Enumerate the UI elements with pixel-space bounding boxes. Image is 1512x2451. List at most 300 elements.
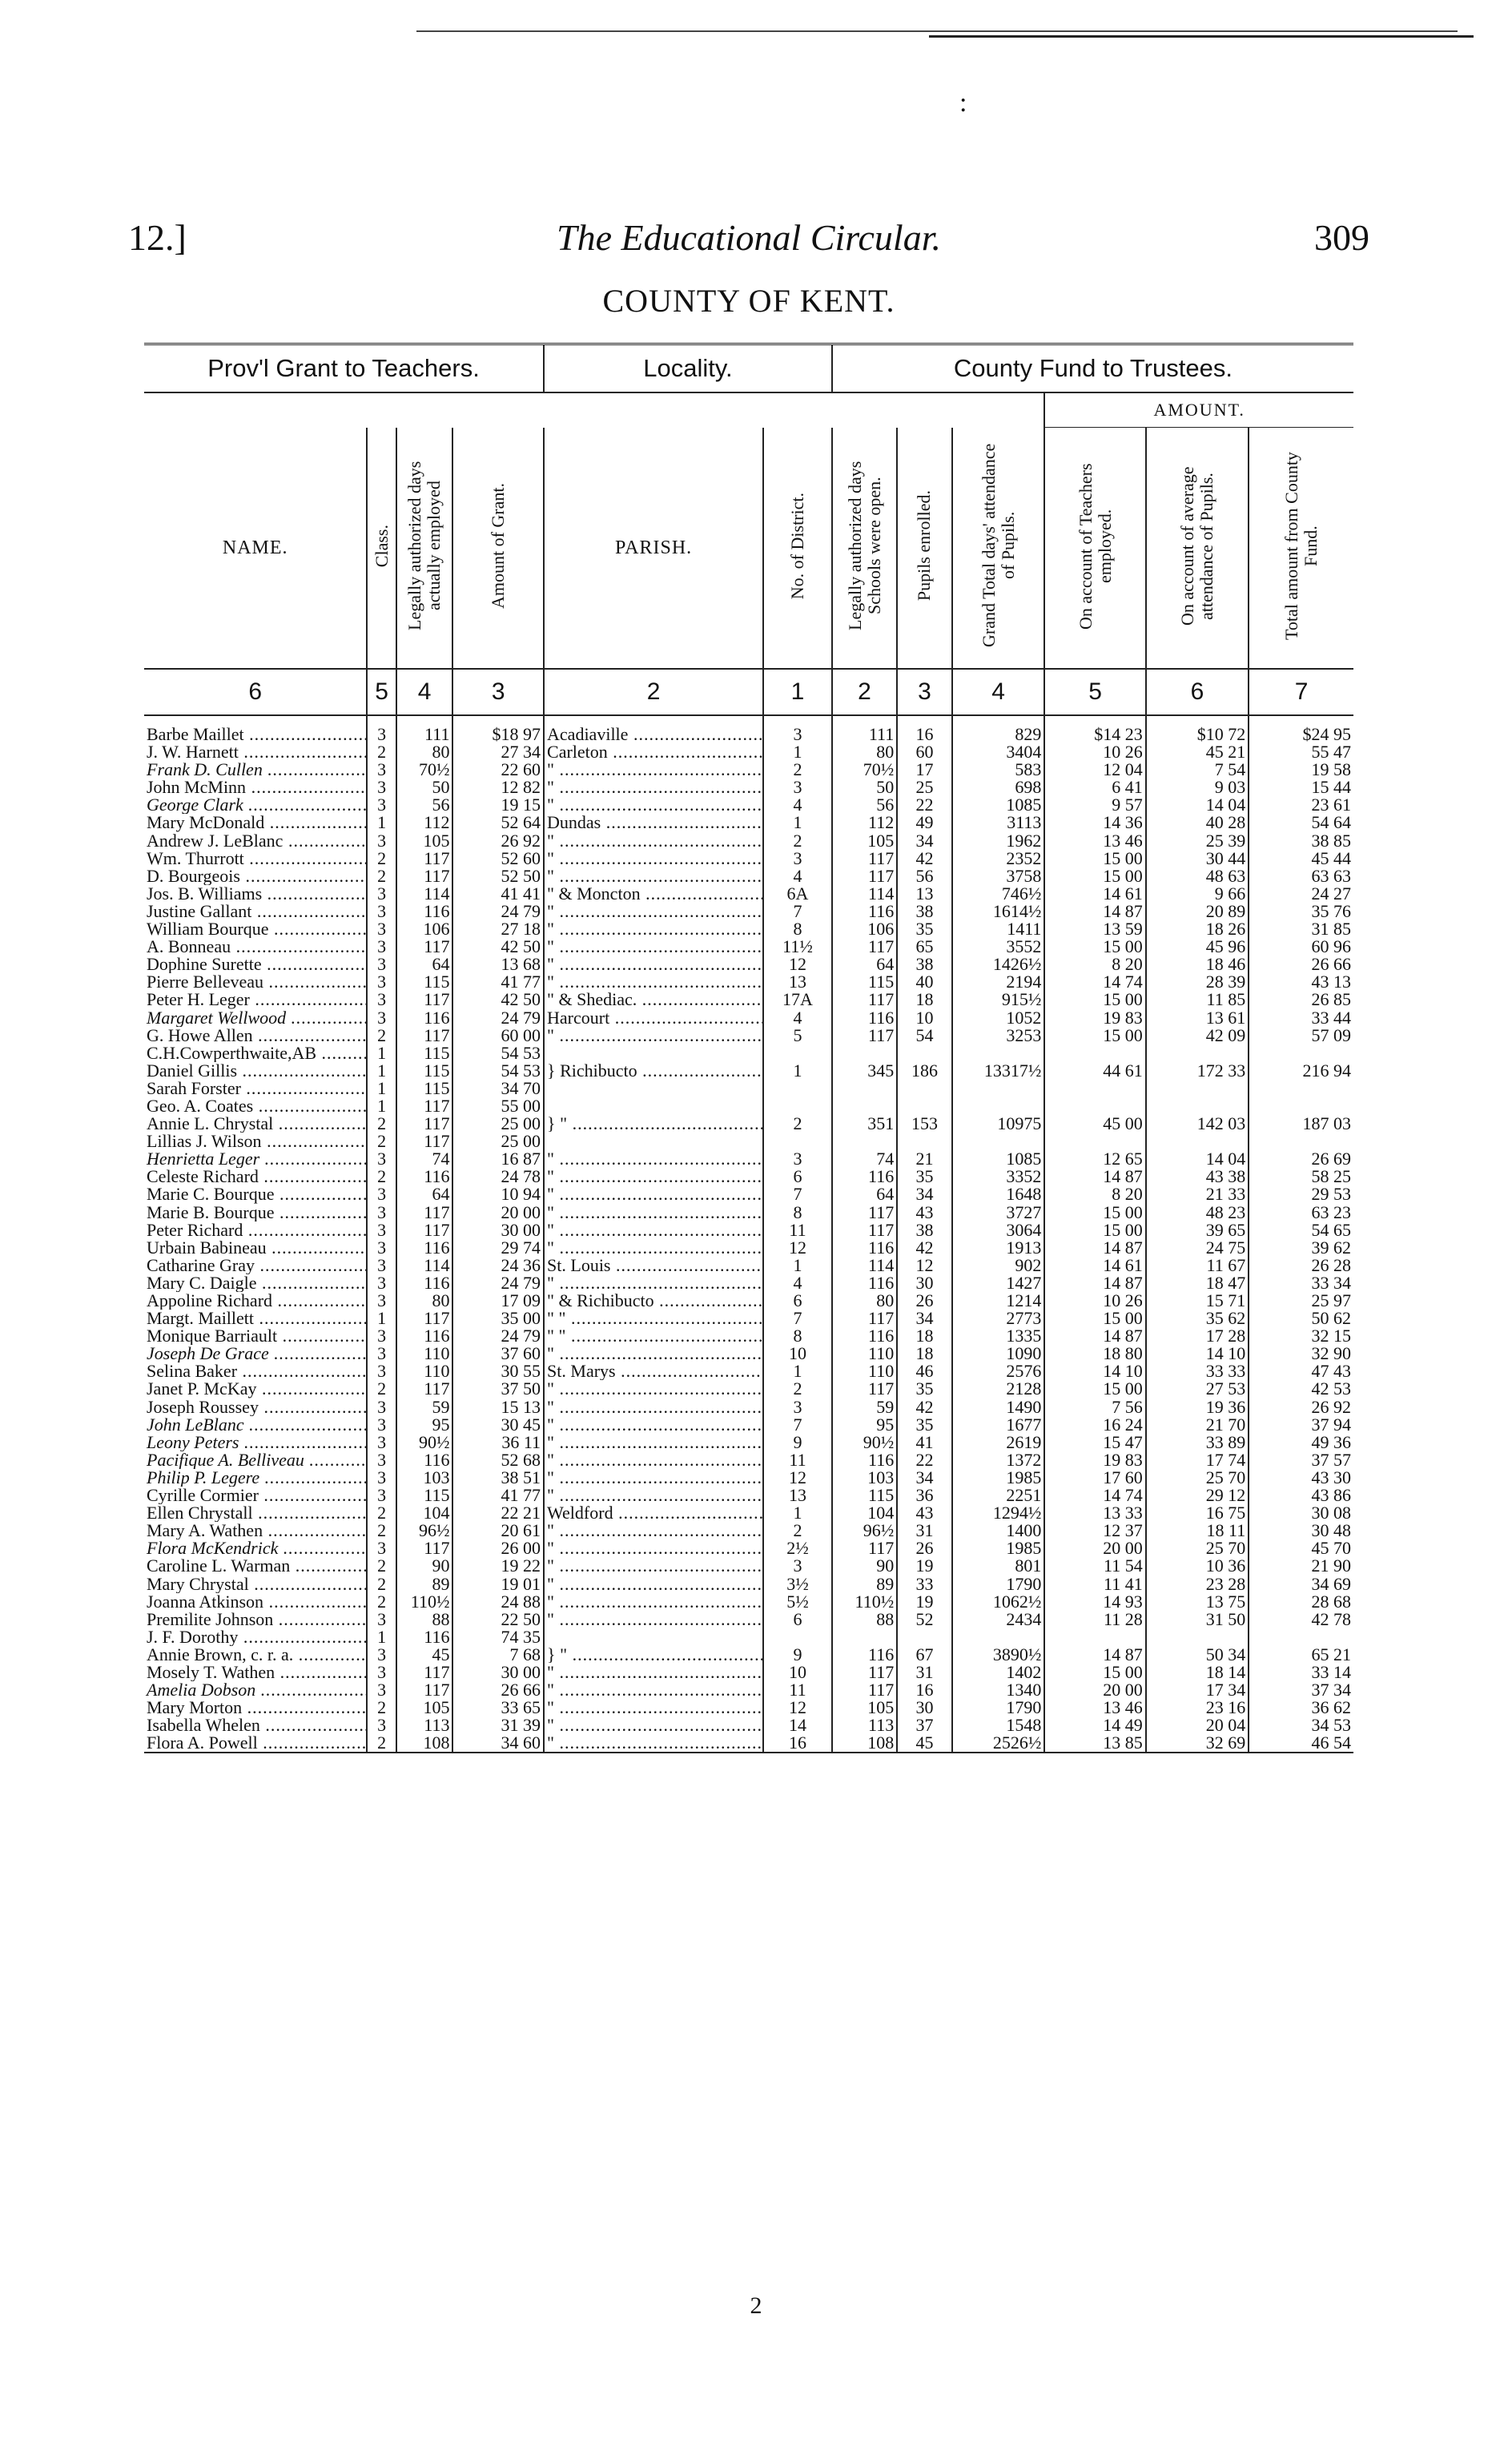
cell-district: 11½: [763, 938, 832, 956]
cell-days-open: [832, 1044, 897, 1062]
cell-name: Sarah Forster .....: [144, 1080, 367, 1097]
cell-days-open: [832, 1080, 897, 1097]
col-grant-num: 3: [452, 669, 544, 715]
cell-pupils: 60: [897, 743, 952, 761]
cell-class: 2: [367, 743, 396, 761]
cell-name: Wm. Thurrott .....: [144, 850, 367, 867]
cell-district: 12: [763, 1239, 832, 1257]
cell-district: 1: [763, 1062, 832, 1080]
cell-class: 1: [367, 1097, 396, 1115]
cell-total: 35 76: [1249, 903, 1353, 920]
cell-pupils: 37: [897, 1717, 952, 1734]
cell-total: 33 34: [1249, 1274, 1353, 1292]
cell-class: 3: [367, 1469, 396, 1487]
cell-teachers: 15 47: [1044, 1434, 1145, 1451]
cell-teachers: 14 87: [1044, 1646, 1145, 1664]
cell-class: 1: [367, 1044, 396, 1062]
cell-teachers: 8 20: [1044, 1185, 1145, 1203]
cell-grant: 24 36: [452, 1257, 544, 1274]
cell-class: 3: [367, 1292, 396, 1310]
cell-teachers: 16 24: [1044, 1416, 1145, 1434]
cell-parish: " .....: [544, 1168, 763, 1185]
cell-class: 2: [367, 1593, 396, 1611]
cell-name: Margaret Wellwood .....: [144, 1009, 367, 1027]
cell-grant: 29 74: [452, 1239, 544, 1257]
cell-grant: 19 01: [452, 1576, 544, 1593]
cell-teachers: 45 00: [1044, 1115, 1145, 1133]
cell-parish: } " .....: [544, 1115, 763, 1133]
cell-teachers: [1044, 1628, 1145, 1646]
cell-parish: [544, 1080, 763, 1097]
cell-parish: Harcourt .....: [544, 1009, 763, 1027]
cell-grant: 26 92: [452, 832, 544, 850]
cell-pupils: 186: [897, 1062, 952, 1080]
cell-total: 42 53: [1249, 1380, 1353, 1398]
cell-grant: 37 60: [452, 1345, 544, 1362]
cell-days-employed: 116: [396, 1274, 453, 1292]
cell-class: 2: [367, 1557, 396, 1575]
cell-name: John LeBlanc .....: [144, 1416, 367, 1434]
cell-avg: 11 85: [1146, 991, 1249, 1008]
cell-pupils: 30: [897, 1274, 952, 1292]
col-class-label: Class.: [367, 428, 396, 670]
cell-parish: [544, 1097, 763, 1115]
cell-days-open: 64: [832, 1185, 897, 1203]
cell-total: 46 54: [1249, 1734, 1353, 1753]
cell-avg: 14 04: [1146, 796, 1249, 814]
cell-district: 5: [763, 1027, 832, 1044]
cell-pupils: 65: [897, 938, 952, 956]
cell-avg: 10 36: [1146, 1557, 1249, 1575]
col-avg-num: 6: [1146, 669, 1249, 715]
cell-district: 7: [763, 903, 832, 920]
cell-pupils: 34: [897, 1310, 952, 1327]
cell-district: 4: [763, 867, 832, 885]
cell-days-employed: 116: [396, 1628, 453, 1646]
cell-parish: " .....: [544, 1204, 763, 1221]
table-row: [144, 1487, 1353, 1504]
cell-parish: " .....: [544, 779, 763, 796]
cell-pupils: 33: [897, 1576, 952, 1593]
cell-attendance: 902: [952, 1257, 1045, 1274]
cell-days-employed: 103: [396, 1469, 453, 1487]
cell-total: 55 47: [1249, 743, 1353, 761]
table-row: [144, 796, 1353, 814]
cell-attendance: 2773: [952, 1310, 1045, 1327]
cell-avg: 28 39: [1146, 973, 1249, 991]
cell-total: 26 66: [1249, 956, 1353, 973]
col-district-num: 1: [763, 669, 832, 715]
cell-class: 2: [367, 867, 396, 885]
cell-pupils: [897, 1628, 952, 1646]
cell-district: 12: [763, 1699, 832, 1717]
cell-class: 3: [367, 715, 396, 743]
cell-days-open: 117: [832, 850, 897, 867]
col-days-open-num: 2: [832, 669, 897, 715]
cell-name: Jos. B. Williams .....: [144, 885, 367, 903]
cell-days-employed: 106: [396, 920, 453, 938]
cell-total: 24 27: [1249, 885, 1353, 903]
table-row: [144, 832, 1353, 850]
cell-name: Annie Brown, c. r. a. .....: [144, 1646, 367, 1664]
cell-avg: [1146, 1097, 1249, 1115]
cell-class: 1: [367, 814, 396, 831]
col-pupils-num: 3: [897, 669, 952, 715]
cell-grant: 30 00: [452, 1221, 544, 1239]
cell-days-employed: 90½: [396, 1434, 453, 1451]
cell-total: [1249, 1080, 1353, 1097]
cell-days-employed: 117: [396, 1027, 453, 1044]
cell-district: 8: [763, 1327, 832, 1345]
cell-class: 3: [367, 1664, 396, 1681]
cell-teachers: [1044, 1080, 1145, 1097]
cell-attendance: [952, 1044, 1045, 1062]
cell-parish: " .....: [544, 1593, 763, 1611]
cell-days-open: 74: [832, 1150, 897, 1168]
cell-pupils: 34: [897, 832, 952, 850]
cell-attendance: 3552: [952, 938, 1045, 956]
cell-pupils: 49: [897, 814, 952, 831]
cell-name: Dophine Surette .....: [144, 956, 367, 973]
cell-parish: Acadiaville .....: [544, 715, 763, 743]
cell-avg: 25 70: [1146, 1469, 1249, 1487]
cell-days-open: 117: [832, 1221, 897, 1239]
cell-class: 1: [367, 1310, 396, 1327]
col-avg-label: On account of average attendance of Pupils.: [1146, 428, 1249, 670]
table-row: [144, 1646, 1353, 1664]
cell-attendance: 3352: [952, 1168, 1045, 1185]
cell-name: Daniel Gillis .....: [144, 1062, 367, 1080]
cell-days-open: 90: [832, 1557, 897, 1575]
cell-teachers: 6 41: [1044, 779, 1145, 796]
table-row: [144, 885, 1353, 903]
cell-days-open: 117: [832, 1204, 897, 1221]
cell-attendance: 2526½: [952, 1734, 1045, 1753]
cell-days-employed: 117: [396, 991, 453, 1008]
cell-district: 2: [763, 1380, 832, 1398]
cell-days-employed: 117: [396, 1681, 453, 1699]
table-row: [144, 1451, 1353, 1469]
cell-class: 2: [367, 1504, 396, 1522]
cell-pupils: 56: [897, 867, 952, 885]
cell-teachers: 12 37: [1044, 1522, 1145, 1539]
cell-teachers: 14 61: [1044, 885, 1145, 903]
cell-class: 3: [367, 973, 396, 991]
cell-avg: 23 16: [1146, 1699, 1249, 1717]
cell-days-open: 116: [832, 1274, 897, 1292]
cell-total: 58 25: [1249, 1168, 1353, 1185]
cell-district: 2: [763, 1115, 832, 1133]
cell-grant: 54 53: [452, 1044, 544, 1062]
cell-attendance: 3404: [952, 743, 1045, 761]
cell-name: Flora A. Powell .....: [144, 1734, 367, 1753]
running-header: [128, 216, 1369, 264]
cell-grant: 26 66: [452, 1681, 544, 1699]
table-row: [144, 743, 1353, 761]
cell-teachers: 10 26: [1044, 743, 1145, 761]
cell-days-open: 105: [832, 1699, 897, 1717]
cell-class: 3: [367, 1646, 396, 1664]
cell-class: 3: [367, 1681, 396, 1699]
cell-days-employed: 96½: [396, 1522, 453, 1539]
cell-avg: 17 34: [1146, 1681, 1249, 1699]
cell-attendance: [952, 1080, 1045, 1097]
cell-class: 3: [367, 1239, 396, 1257]
cell-grant: 35 00: [452, 1310, 544, 1327]
cell-pupils: 52: [897, 1611, 952, 1628]
cell-parish: " .....: [544, 1734, 763, 1753]
cell-total: 216 94: [1249, 1062, 1353, 1080]
cell-attendance: 1090: [952, 1345, 1045, 1362]
cell-grant: 22 60: [452, 761, 544, 779]
cell-attendance: 1548: [952, 1717, 1045, 1734]
group-prov-grant: Prov'l Grant to Teachers.: [144, 344, 544, 393]
table-row: [144, 1664, 1353, 1681]
cell-days-employed: 117: [396, 1204, 453, 1221]
cell-name: Caroline L. Warman .....: [144, 1557, 367, 1575]
cell-total: 47 43: [1249, 1362, 1353, 1380]
cell-class: 3: [367, 1611, 396, 1628]
cell-days-open: 116: [832, 1646, 897, 1664]
table-row: [144, 1557, 1353, 1575]
cell-attendance: 1400: [952, 1522, 1045, 1539]
cell-pupils: 54: [897, 1027, 952, 1044]
cell-parish: " .....: [544, 1221, 763, 1239]
cell-teachers: 13 46: [1044, 832, 1145, 850]
cell-attendance: 3727: [952, 1204, 1045, 1221]
cell-district: 4: [763, 1009, 832, 1027]
cell-class: 1: [367, 1062, 396, 1080]
cell-class: 3: [367, 1416, 396, 1434]
top-mark: :: [959, 88, 967, 118]
cell-days-employed: 56: [396, 796, 453, 814]
cell-pupils: 35: [897, 1168, 952, 1185]
cell-attendance: 1335: [952, 1327, 1045, 1345]
cell-days-employed: 117: [396, 850, 453, 867]
col-teachers-label: On account of Teachers employed.: [1044, 428, 1145, 670]
cell-class: 3: [367, 1327, 396, 1345]
cell-parish: " .....: [544, 920, 763, 938]
cell-district: [763, 1133, 832, 1150]
cell-name: Amelia Dobson .....: [144, 1681, 367, 1699]
cell-parish: " .....: [544, 796, 763, 814]
cell-total: 43 13: [1249, 973, 1353, 991]
cell-class: 3: [367, 1221, 396, 1239]
cell-pupils: 46: [897, 1362, 952, 1380]
cell-avg: 42 09: [1146, 1027, 1249, 1044]
cell-class: 3: [367, 991, 396, 1008]
cell-name: Peter Richard .....: [144, 1221, 367, 1239]
cell-attendance: 13317½: [952, 1062, 1045, 1080]
cell-attendance: 698: [952, 779, 1045, 796]
cell-name: Geo. A. Coates .....: [144, 1097, 367, 1115]
cell-name: Joseph Roussey .....: [144, 1399, 367, 1416]
cell-parish: " .....: [544, 1434, 763, 1451]
cell-district: 13: [763, 1487, 832, 1504]
cell-teachers: 14 36: [1044, 814, 1145, 831]
cell-class: 3: [367, 1274, 396, 1292]
cell-total: 33 44: [1249, 1009, 1353, 1027]
cell-days-employed: 110½: [396, 1593, 453, 1611]
cell-grant: 10 94: [452, 1185, 544, 1203]
cell-avg: 14 10: [1146, 1345, 1249, 1362]
col-name-label: NAME.: [144, 428, 367, 670]
cell-attendance: 801: [952, 1557, 1045, 1575]
cell-pupils: 42: [897, 1239, 952, 1257]
amount-header-row: [144, 392, 1353, 428]
cell-avg: 40 28: [1146, 814, 1249, 831]
cell-attendance: 1214: [952, 1292, 1045, 1310]
cell-days-employed: 80: [396, 743, 453, 761]
cell-grant: 60 00: [452, 1027, 544, 1044]
cell-pupils: 42: [897, 850, 952, 867]
cell-teachers: 15 00: [1044, 850, 1145, 867]
cell-grant: 22 50: [452, 1611, 544, 1628]
cell-pupils: 31: [897, 1522, 952, 1539]
cell-days-employed: 115: [396, 973, 453, 991]
cell-total: 37 57: [1249, 1451, 1353, 1469]
cell-name: Celeste Richard .....: [144, 1168, 367, 1185]
cell-teachers: 13 85: [1044, 1734, 1145, 1753]
cell-parish: " .....: [544, 867, 763, 885]
cell-days-open: 115: [832, 973, 897, 991]
group-county-fund: County Fund to Trustees.: [832, 344, 1353, 393]
cell-name: Appoline Richard .....: [144, 1292, 367, 1310]
cell-teachers: 15 00: [1044, 991, 1145, 1008]
cell-district: 11: [763, 1221, 832, 1239]
cell-total: 19 58: [1249, 761, 1353, 779]
cell-teachers: 14 87: [1044, 1239, 1145, 1257]
cell-pupils: 38: [897, 903, 952, 920]
cell-avg: 29 12: [1146, 1487, 1249, 1504]
cell-pupils: 38: [897, 956, 952, 973]
cell-attendance: 915½: [952, 991, 1045, 1008]
cell-district: 13: [763, 973, 832, 991]
cell-parish: " .....: [544, 1416, 763, 1434]
cell-avg: 43 38: [1146, 1168, 1249, 1185]
column-label-row: [144, 428, 1353, 670]
cell-pupils: 34: [897, 1185, 952, 1203]
cell-days-open: [832, 1097, 897, 1115]
cell-district: 12: [763, 956, 832, 973]
cell-parish: " .....: [544, 1185, 763, 1203]
table-row: [144, 1133, 1353, 1150]
cell-total: 29 53: [1249, 1185, 1353, 1203]
cell-grant: 52 68: [452, 1451, 544, 1469]
cell-name: Selina Baker .....: [144, 1362, 367, 1380]
cell-pupils: 67: [897, 1646, 952, 1664]
cell-pupils: 18: [897, 1345, 952, 1362]
cell-teachers: 19 83: [1044, 1451, 1145, 1469]
table-row: [144, 1168, 1353, 1185]
cell-total: 23 61: [1249, 796, 1353, 814]
cell-teachers: 15 00: [1044, 938, 1145, 956]
table-row: [144, 1239, 1353, 1257]
col-days-employed-label: Legally authorized days actually employed: [396, 428, 453, 670]
cell-name: Henrietta Leger .....: [144, 1150, 367, 1168]
table-row: [144, 1416, 1353, 1434]
cell-grant: 74 35: [452, 1628, 544, 1646]
cell-days-employed: 110: [396, 1345, 453, 1362]
table-row: [144, 850, 1353, 867]
cell-parish: " & Richibucto .....: [544, 1292, 763, 1310]
cell-grant: 24 78: [452, 1168, 544, 1185]
cell-class: 3: [367, 1434, 396, 1451]
cell-parish: " & Shediac. .....: [544, 991, 763, 1008]
cell-pupils: 35: [897, 920, 952, 938]
cell-class: 3: [367, 903, 396, 920]
cell-grant: 7 68: [452, 1646, 544, 1664]
cell-avg: [1146, 1133, 1249, 1150]
cell-avg: 23 28: [1146, 1576, 1249, 1593]
cell-days-open: 117: [832, 1539, 897, 1557]
cell-days-employed: 117: [396, 1664, 453, 1681]
cell-grant: 16 87: [452, 1150, 544, 1168]
cell-days-open: 112: [832, 814, 897, 831]
cell-pupils: 38: [897, 1221, 952, 1239]
cell-total: 32 15: [1249, 1327, 1353, 1345]
cell-attendance: 1062½: [952, 1593, 1045, 1611]
cell-attendance: 1052: [952, 1009, 1045, 1027]
cell-pupils: 17: [897, 761, 952, 779]
cell-parish: " .....: [544, 1611, 763, 1628]
column-number-row: [144, 669, 1353, 715]
cell-total: [1249, 1097, 1353, 1115]
cell-teachers: 14 87: [1044, 1327, 1145, 1345]
cell-class: 3: [367, 1487, 396, 1504]
cell-pupils: 21: [897, 1150, 952, 1168]
cell-days-open: 50: [832, 779, 897, 796]
page-reference: 12.]: [128, 217, 187, 258]
cell-name: Justine Gallant .....: [144, 903, 367, 920]
cell-teachers: 12 65: [1044, 1150, 1145, 1168]
cell-class: 3: [367, 956, 396, 973]
cell-name: Flora McKendrick .....: [144, 1539, 367, 1557]
cell-total: 38 85: [1249, 832, 1353, 850]
cell-pupils: 16: [897, 715, 952, 743]
cell-pupils: 41: [897, 1434, 952, 1451]
cell-avg: 17 74: [1146, 1451, 1249, 1469]
cell-name: J. F. Dorothy .....: [144, 1628, 367, 1646]
grants-table: [144, 343, 1353, 1753]
cell-grant: 24 79: [452, 1009, 544, 1027]
cell-avg: 19 36: [1146, 1399, 1249, 1416]
cell-grant: 38 51: [452, 1469, 544, 1487]
cell-avg: 27 53: [1146, 1380, 1249, 1398]
cell-name: Urbain Babineau .....: [144, 1239, 367, 1257]
cell-days-open: [832, 1133, 897, 1150]
cell-attendance: 1985: [952, 1469, 1045, 1487]
cell-teachers: 14 93: [1044, 1593, 1145, 1611]
cell-grant: 30 55: [452, 1362, 544, 1380]
table-row: [144, 920, 1353, 938]
cell-pupils: 35: [897, 1416, 952, 1434]
cell-days-open: 95: [832, 1416, 897, 1434]
cell-days-employed: 116: [396, 1239, 453, 1257]
cell-days-employed: 117: [396, 1380, 453, 1398]
cell-grant: 24 79: [452, 1274, 544, 1292]
cell-days-open: 106: [832, 920, 897, 938]
cell-days-open: 117: [832, 867, 897, 885]
cell-parish: " .....: [544, 1699, 763, 1717]
cell-pupils: 18: [897, 1327, 952, 1345]
cell-pupils: 31: [897, 1664, 952, 1681]
cell-parish: " .....: [544, 1380, 763, 1398]
cell-total: 37 94: [1249, 1416, 1353, 1434]
cell-teachers: 15 00: [1044, 1380, 1145, 1398]
cell-days-employed: 116: [396, 1451, 453, 1469]
cell-avg: 17 28: [1146, 1327, 1249, 1345]
